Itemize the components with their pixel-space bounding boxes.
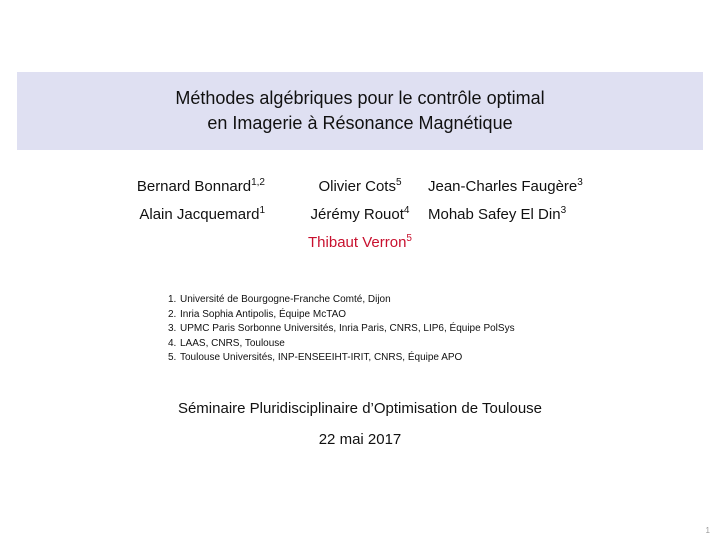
author-row [0, 206, 720, 234]
author: Jean-Charles Faugère$^3$ [428, 177, 583, 195]
page-number: 1 [705, 526, 710, 535]
event-name: Séminaire Pluridisciplinaire d’Optimisation de Toulouse [177, 400, 543, 417]
author-row [0, 234, 720, 262]
affiliation-list [168, 293, 515, 366]
author: Alain Jacquemard$^1$ [139, 205, 265, 223]
affiliation-item: 5. Toulouse Universités, INP-ENSEEIHT-IRIT, CNRS, Équipe APO [168, 352, 463, 363]
title-block [17, 72, 703, 150]
author: Jérémy Rouot$^4$ [310, 205, 410, 223]
affiliation-item: 1. Université de Bourgogne-Franche Comté, Dijon [168, 294, 391, 305]
title-line-2: en Imagerie à Résonance Magnétique [207, 113, 513, 133]
author-row [0, 178, 720, 206]
title-line-1: Méthodes algébriques pour le contrôle optimal [175, 88, 545, 108]
author: Bernard Bonnard$^{1,2}$ [136, 177, 265, 195]
author-highlighted: Thibaut Verron$^5$ [308, 233, 412, 251]
event-date: 22 mai 2017 [318, 431, 402, 448]
author: Mohab Safey El Din$^3$ [428, 205, 567, 223]
affiliation-item: 3. UPMC Paris Sorbonne Universités, Inria Paris, CNRS, LIP6, Équipe PolSys [168, 323, 515, 334]
affiliation-item: 2. Inria Sophia Antipolis, Équipe McTAO [168, 308, 347, 320]
author-list [0, 178, 720, 262]
author: Olivier Cots$^5$ [318, 177, 402, 195]
affiliation-item: 4. LAAS, CNRS, Toulouse [168, 337, 285, 349]
